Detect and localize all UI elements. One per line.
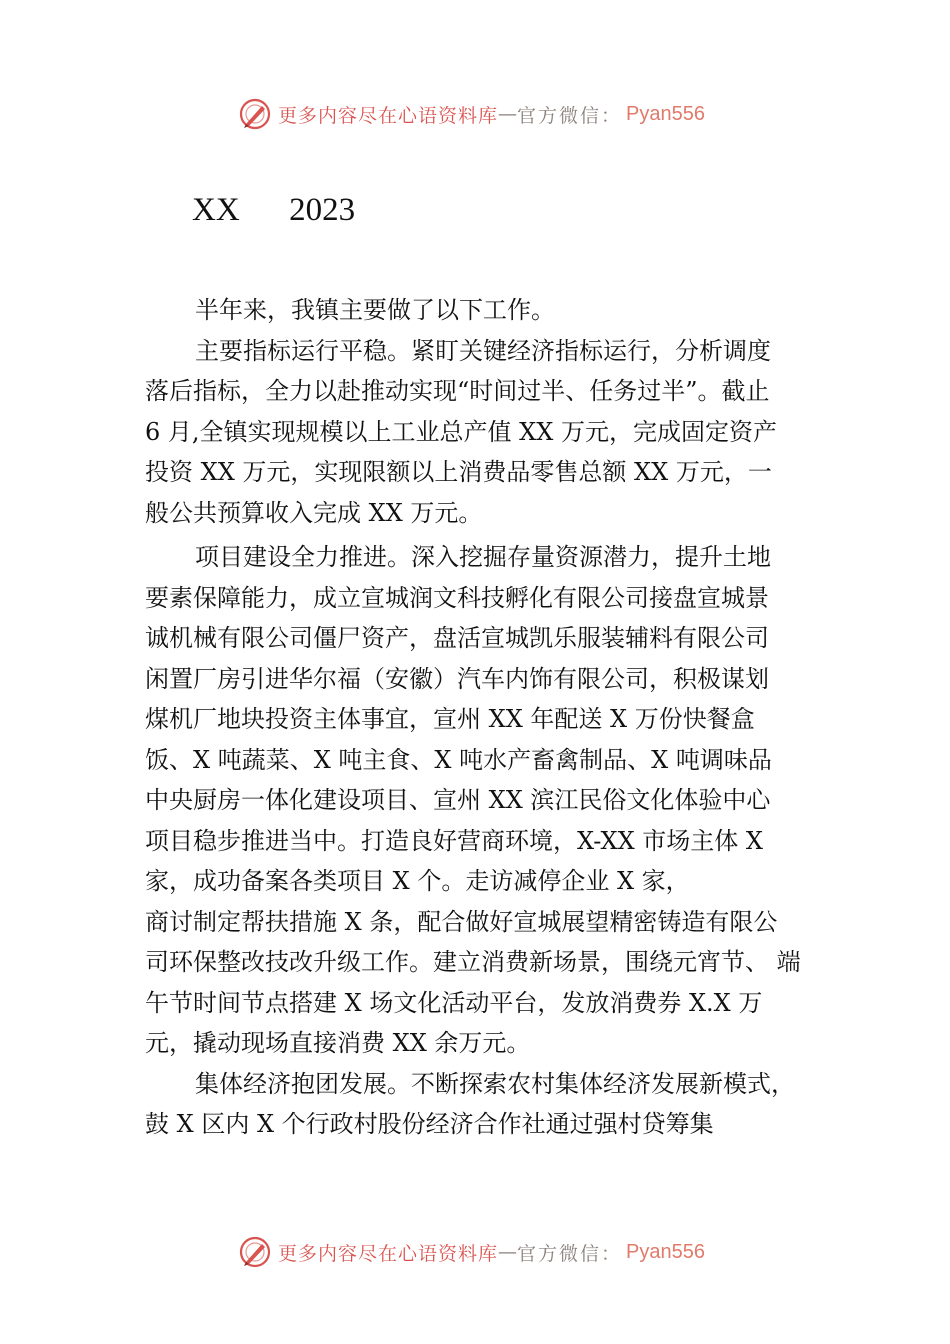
paragraph-line: 闲置厂房引进华尔福（安徽）汽车内饰有限公司，积极谋划: [145, 664, 769, 693]
paragraph-line: 主要指标运行平稳。紧盯关键经济指标运行，分析调度: [195, 336, 771, 365]
paragraph-intro: [145, 290, 815, 331]
watermark-brand: 更多内容尽在心语资料库: [278, 1242, 499, 1265]
paragraph-line: 煤机厂地块投资主体事宜，宣州 XX 年配送 X 万份快餐盒: [145, 705, 755, 733]
watermark-label: 官方微信：: [517, 104, 623, 127]
pen-seal-icon: [238, 97, 272, 131]
paragraph-line: 项目建设全力推进。深入挖掘存量资源潜力，提升土地: [195, 543, 771, 571]
paragraph-projects: [145, 537, 815, 1064]
paragraph-line: 要素保障能力，成立宣城润文科技孵化有限公司接盘宣城景: [145, 583, 769, 612]
paragraph-line: 中央厨房一体化建设项目、宣州 XX 滨江民俗文化体验中心: [145, 786, 771, 814]
paragraph-line: 般公共预算收入完成 XX 万元。: [145, 498, 483, 527]
paragraph-line: 饭、X 吨蔬菜、X 吨主食、X 吨水产畜禽制品、X 吨调味品: [145, 745, 772, 774]
paragraph-line: 集体经济抱团发展。不断探索农村集体经济发展新模式，: [195, 1069, 795, 1098]
paragraph-line: 6 月,全镇实现规模以上工业总产值 XX 万元，完成固定资产: [145, 417, 777, 446]
watermark-id: Pyan556: [626, 1240, 705, 1263]
paragraph-indicators: [145, 331, 815, 534]
watermark-brand: 更多内容尽在心语资料库: [278, 104, 499, 127]
paragraph-line: 项目稳步推进当中。打造良好营商环境，X-XX 市场主体 X: [145, 826, 763, 855]
paragraph-line: 诚机械有限公司僵尸资产，盘活宣城凯乐服装辅料有限公司: [145, 624, 769, 652]
paragraph-line: 商讨制定帮扶措施 X 条，配合做好宣城展望精密铸造有限公: [145, 907, 778, 936]
paragraph-line: 元，撬动现场直接消费 XX 余万元。: [145, 1029, 531, 1057]
paragraph-line: 鼓 X 区内 X 个行政村股份经济合作社通过强村贷筹集: [145, 1110, 714, 1138]
watermark-label: 官方微信：: [517, 1242, 623, 1265]
watermark-dash: —: [498, 103, 518, 125]
paragraph-line: 家，成功备案各类项目 X 个。走访减停企业 X 家，: [145, 867, 690, 895]
header-watermark: [238, 97, 705, 131]
pen-seal-icon: [238, 1235, 272, 1269]
watermark-id: Pyan556: [626, 102, 705, 125]
footer-watermark: [238, 1235, 705, 1269]
paragraph-line: 投资 XX 万元，实现限额以上消费品零售总额 XX 万元，一: [145, 458, 772, 486]
paragraph-line: 司环保整改技改升级工作。建立消费新场景，围绕元宵节、 端: [145, 948, 801, 976]
paragraph-collective-economy: [145, 1064, 815, 1145]
paragraph-line: 半年来，我镇主要做了以下工作。: [195, 296, 555, 324]
paragraph-line: 午节时间节点搭建 X 场文化活动平台，发放消费券 X.X 万: [145, 988, 763, 1017]
paragraph-line: 落后指标，全力以赴推动实现“时间过半、任务过半”。截止: [145, 377, 770, 405]
watermark-dash: —: [498, 1241, 518, 1263]
document-title: XX 2023: [192, 192, 356, 228]
document-body: [145, 290, 815, 1145]
